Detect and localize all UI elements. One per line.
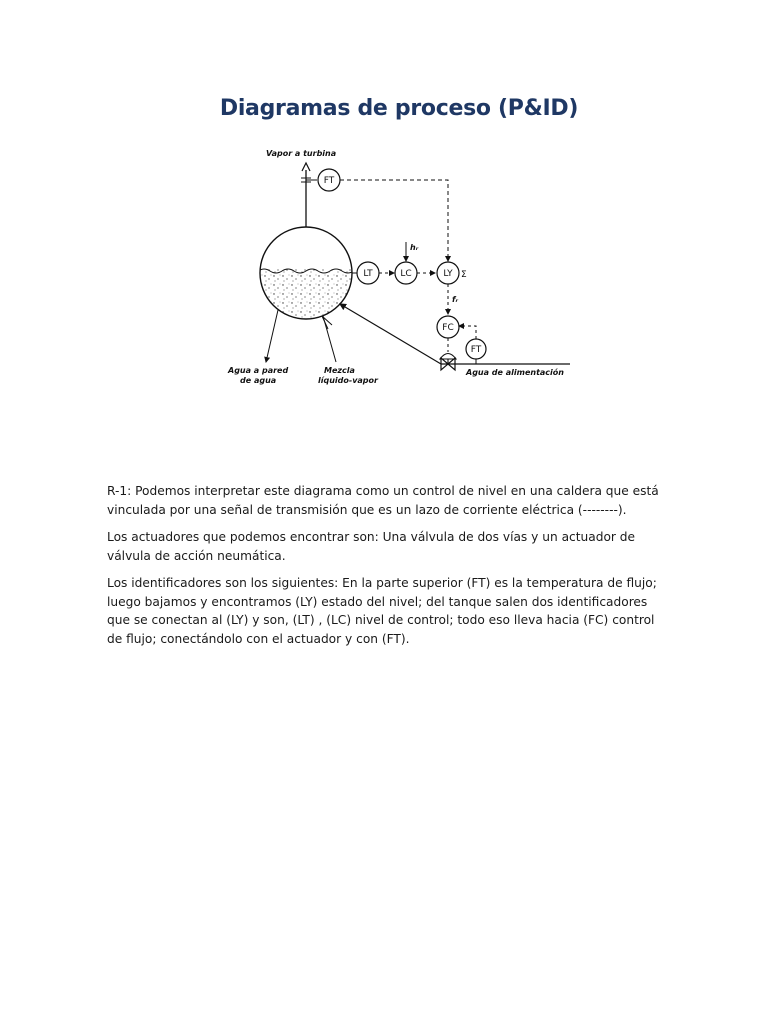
ft-bottom-label: FT [470, 345, 482, 355]
sum-label: Σ [461, 270, 467, 280]
valve-actuator-icon [440, 354, 456, 360]
label-feedwater: Agua de alimentación [466, 368, 564, 377]
ft-top-label: FT [323, 176, 335, 186]
feedwater-return-line [340, 304, 441, 364]
label-mixture-1: Mezcla [324, 366, 355, 375]
setpoint-label: hᵣ [410, 243, 419, 252]
pid-diagram [200, 130, 600, 430]
drum-liquid [258, 269, 358, 329]
fc-label: FC [442, 323, 454, 333]
page-title: Diagramas de proceso (P&ID) [219, 96, 579, 121]
paragraph-1: R-1: Podemos interpretar este diagrama como un control de nivel en una caldera que está vinculada por una señal de transmisión que es un lazo de corriente eléctrica (--------). [107, 484, 659, 517]
ly-label: LY [443, 269, 453, 279]
body-text [107, 482, 667, 657]
label-mixture-2: líquido-vapor [318, 376, 378, 385]
riser-arrow-icon [322, 316, 332, 329]
signal-ft-to-ly [340, 180, 448, 261]
signal-ft-to-fc [459, 326, 476, 339]
paragraph-3: Los identificadores son los siguientes: En la parte superior (FT) es la temperatura de flujo; luego bajamos y encontramos (LY) estado del nivel; del tanque salen dos identificadores que se conectan al (LY) y son, (LT) , (LC) nivel de control; todo eso lleva hacia (FC) control de flujo; conectándolo con el actuador y con (FT). [107, 576, 657, 646]
downcomer-line [266, 310, 278, 362]
steam-arrow-icon [302, 163, 310, 171]
lt-label: LT [363, 269, 373, 279]
pid-diagram-svg [200, 130, 600, 430]
label-water-wall-2: de agua [240, 376, 277, 385]
flow-ref-label: fᵣ [452, 295, 459, 304]
label-steam: Vapor a turbina [266, 149, 337, 158]
label-water-wall-1: Agua a pared [228, 366, 289, 375]
paragraph-2: Los actuadores que podemos encontrar son: Una válvula de dos vías y un actuador de válvula de acción neumática. [107, 530, 636, 563]
lc-label: LC [400, 269, 412, 279]
